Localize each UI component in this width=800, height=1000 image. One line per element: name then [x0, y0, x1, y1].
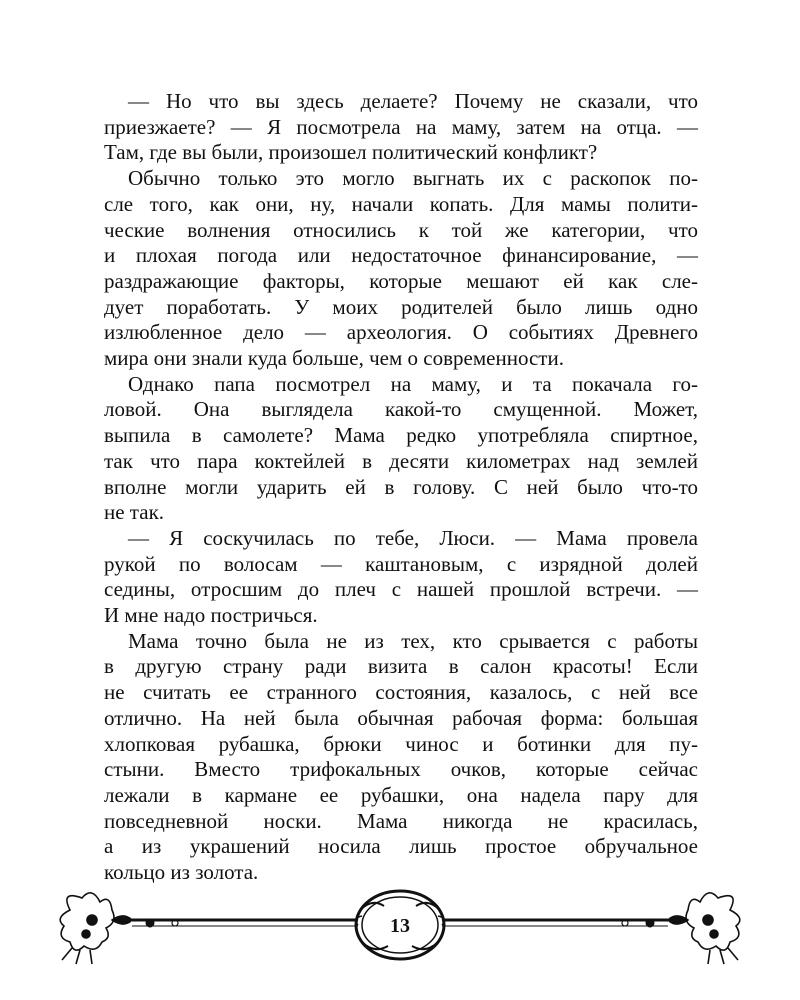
text-line: не так. — [104, 500, 165, 525]
text-line: не считать ее странного состояния, казалось, с ней все — [104, 680, 698, 705]
text-line: отлично. На ней была обычная рабочая форма: большая — [104, 705, 698, 730]
right-bat-ornament — [668, 893, 740, 964]
paragraph — [104, 372, 698, 526]
text-line: — Я соскучилась по тебе, Люси. — Мама провела — [128, 525, 698, 550]
page-number: 13 — [390, 915, 410, 937]
text-line: Однако папа посмотрел на маму, и та покачала го- — [128, 371, 698, 396]
text-line: вполне могли ударить ей в голову. С ней было что-то — [104, 474, 698, 499]
text-line: ловой. Она выглядела какой-то смущенной. Может, — [104, 397, 698, 422]
text-line: кольцо из золота. — [104, 860, 259, 885]
paragraph — [104, 166, 698, 372]
text-line: хлопковая рубашка, брюки чинос и ботинки для пу- — [104, 731, 698, 756]
right-rod — [442, 919, 668, 927]
text-line: Обычно только это могло выгнать их с раскопок по- — [128, 166, 698, 191]
text-line: Мама точно была не из тех, кто срывается с работы — [128, 628, 698, 653]
text-line: Там, где вы были, произошел политический конфликт? — [104, 140, 598, 165]
paragraph — [104, 526, 698, 629]
text-line: седины, отросшим до плеч с нашей прошлой встречи. — — [104, 577, 698, 602]
text-line: так что пара коктейлей в десяти километрах над землей — [104, 448, 698, 473]
text-line: выпила в самолете? Мама редко употребляла спиртное, — [104, 423, 698, 448]
paragraph — [104, 629, 698, 886]
text-line: рукой по волосам — каштановым, с изрядной долей — [104, 551, 698, 576]
body-text — [104, 89, 698, 886]
text-line: И мне надо постричься. — [104, 603, 318, 628]
text-line: а из украшений носила лишь простое обручальное — [104, 834, 698, 859]
text-line: в другую страну ради визита в салон красоты! Если — [104, 654, 698, 679]
left-rod — [132, 919, 358, 927]
text-line: приезжаете? — Я посмотрела на маму, затем на отца. — — [104, 114, 698, 139]
text-line: раздражающие факторы, которые мешают ей как сле- — [104, 268, 698, 293]
text-line: стыни. Вместо трифокальных очков, которые сейчас — [104, 757, 698, 782]
text-line: излюбленное дело — археология. О событиях Древнего — [104, 320, 698, 345]
text-line: дует поработать. У моих родителей было лишь одно — [104, 294, 698, 319]
text-line: сле того, как они, ну, начали копать. Для мамы полити- — [104, 191, 698, 216]
text-line: повседневной носки. Мама никогда не красилась, — [104, 808, 698, 833]
text-line: мира они знали куда больше, чем о современности. — [104, 346, 564, 371]
left-bat-ornament — [60, 893, 132, 964]
text-line: лежали в кармане ее рубашки, она надела пару для — [104, 782, 698, 807]
text-line: — Но что вы здесь делаете? Почему не сказали, что — [128, 89, 698, 113]
text-line: ческие волнения относились к той же категории, что — [104, 217, 698, 242]
paragraph — [104, 89, 698, 166]
text-line: и плохая погода или недостаточное финансирование, — — [104, 243, 698, 268]
